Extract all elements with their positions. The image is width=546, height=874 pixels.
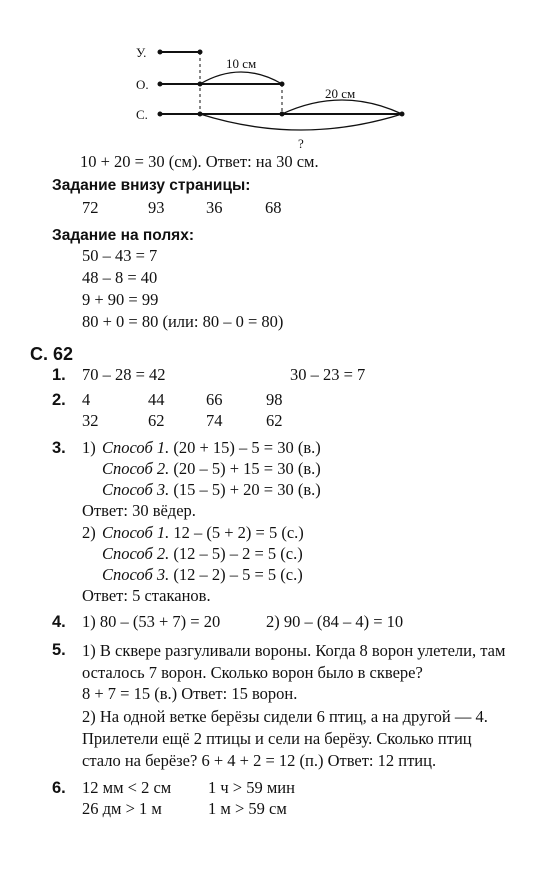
bottom-task-value: 93 [148,198,165,217]
task2-value: 62 [266,411,283,430]
margin-task-line: 9 + 90 = 99 [82,290,159,309]
task-number: 4. [52,613,66,631]
arc-10cm [200,72,282,84]
label-u: У. [136,45,147,60]
margin-task-line: 50 – 43 = 7 [82,246,158,265]
task-number: 1. [52,366,66,384]
task6-row2-b: 1 м > 59 см [208,799,287,818]
margin-task-line: 48 – 8 = 40 [82,268,158,287]
margin-task-title: Задание на полях: [52,227,195,244]
task-number: 5. [52,641,66,659]
arc2-label: 20 см [325,86,356,101]
task-number: 6. [52,779,66,797]
task3-part1-prefix: 1) [82,438,96,457]
task5-part2: 2) На одной ветке берёзы сидели 6 птиц, а на другой — 4. Прилетели ещё 2 птицы и сели на берёзу. Сколько птиц стало на берёзе? 6 + 4 + 2 = 12 (п.) Ответ: 12 птиц. [82,707,488,770]
task2-value: 44 [148,390,165,409]
task3-way-line [102,459,321,479]
task2-value: 98 [266,390,283,409]
bottom-task-value: 36 [206,198,223,217]
task1-expr-b: 30 – 23 = 7 [290,365,366,384]
task-number: 2. [52,391,66,409]
label-o: О. [136,77,149,92]
way-label: Способ 2. [102,544,170,563]
way-expr: (12 – 5) – 2 = 5 (с.) [173,544,303,563]
arc-question [200,114,402,130]
task3-answer1: Ответ: 30 вёдер. [82,501,196,520]
question-mark: ? [298,136,304,151]
way-expr: (20 – 5) + 15 = 30 (в.) [173,459,321,478]
bottom-task-value: 72 [82,198,99,217]
task3-way-line [102,523,304,543]
way-expr: (20 + 15) – 5 = 30 (в.) [173,438,321,457]
way-label: Способ 1. [102,438,170,457]
margin-task-line: 80 + 0 = 80 (или: 80 – 0 = 80) [82,312,284,331]
task3-way-line [102,480,321,500]
task6-row1-a: 12 мм < 2 см [82,778,172,797]
way-label: Способ 3. [102,480,170,499]
bottom-task-value: 68 [265,198,282,217]
task3-way-line [102,565,303,585]
task3-part2-prefix: 2) [82,523,96,542]
segment-diagram [0,0,546,160]
task2-value: 74 [206,411,223,430]
result-line: 10 + 20 = 30 (см). Ответ: на 30 см. [80,152,319,171]
label-c: С. [136,107,148,122]
way-label: Способ 2. [102,459,170,478]
arc-20cm [282,100,402,114]
task6-row1-b: 1 ч > 59 мин [208,778,295,797]
task6-row2-a: 26 дм > 1 м [82,799,162,818]
way-label: Способ 1. [102,523,170,542]
task2-value: 32 [82,411,99,430]
way-expr: 12 – (5 + 2) = 5 (с.) [173,523,304,542]
task3-way-line [102,544,303,564]
task5-part1: 1) В сквере разгуливали вороны. Когда 8 ворон улетели, там осталось 7 ворон. Сколько ворон было в сквере? [82,641,506,682]
task5-part1-solution: 8 + 7 = 15 (в.) Ответ: 15 ворон. [82,684,298,703]
way-expr: (15 – 5) + 20 = 30 (в.) [173,480,321,499]
task3-answer2: Ответ: 5 стаканов. [82,586,211,605]
task3-way-line [102,438,321,458]
task4-expr-a: 1) 80 – (53 + 7) = 20 [82,612,221,631]
task4-expr-b: 2) 90 – (84 – 4) = 10 [266,612,404,631]
task2-value: 4 [82,390,91,409]
task2-value: 62 [148,411,165,430]
arc1-label: 10 см [226,56,257,71]
task1-expr-a: 70 – 28 = 42 [82,365,166,384]
way-label: Способ 3. [102,565,170,584]
way-expr: (12 – 2) – 5 = 5 (с.) [173,565,303,584]
task2-value: 66 [206,390,223,409]
bottom-task-title: Задание внизу страницы: [52,177,251,194]
section-title: С. 62 [30,344,74,364]
task-number: 3. [52,439,66,457]
